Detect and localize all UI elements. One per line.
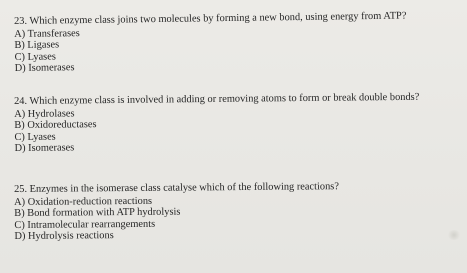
option-c: C) Intramolecular rearrangements [14,218,156,231]
question-23 [14,10,455,75]
question-25 [14,180,454,242]
question-24 [14,91,455,154]
option-list [14,104,454,155]
question-text: 25. Enzymes in the isomerase class catalyse which of the following reactions? [14,181,339,195]
option-b: B) Ligases [14,39,60,51]
option-d: D) Isomerases [14,142,75,154]
option-list [14,22,455,74]
option-b: B) Bond formation with ATP hydrolysis [14,206,181,219]
option-list [14,193,454,243]
question-text: 23. Which enzyme class joins two molecules by forming a new bond, using energy from ATP? [14,10,407,27]
question-text: 24. Which enzyme class is involved in adding or removing atoms to form or break double bonds? [14,91,420,107]
option-d: D) Isomerases [14,62,75,74]
option-a: A) Hydrolases [14,107,75,120]
option-a: A) Transferases [14,27,80,40]
option-b: B) Oxidoreductases [14,119,97,131]
option-c: C) Lyases [14,50,56,63]
option-c: C) Lyases [14,131,56,143]
option-a: A) Oxidation-reduction reactions [14,195,153,208]
option-d: D) Hydrolysis reactions [14,230,114,242]
